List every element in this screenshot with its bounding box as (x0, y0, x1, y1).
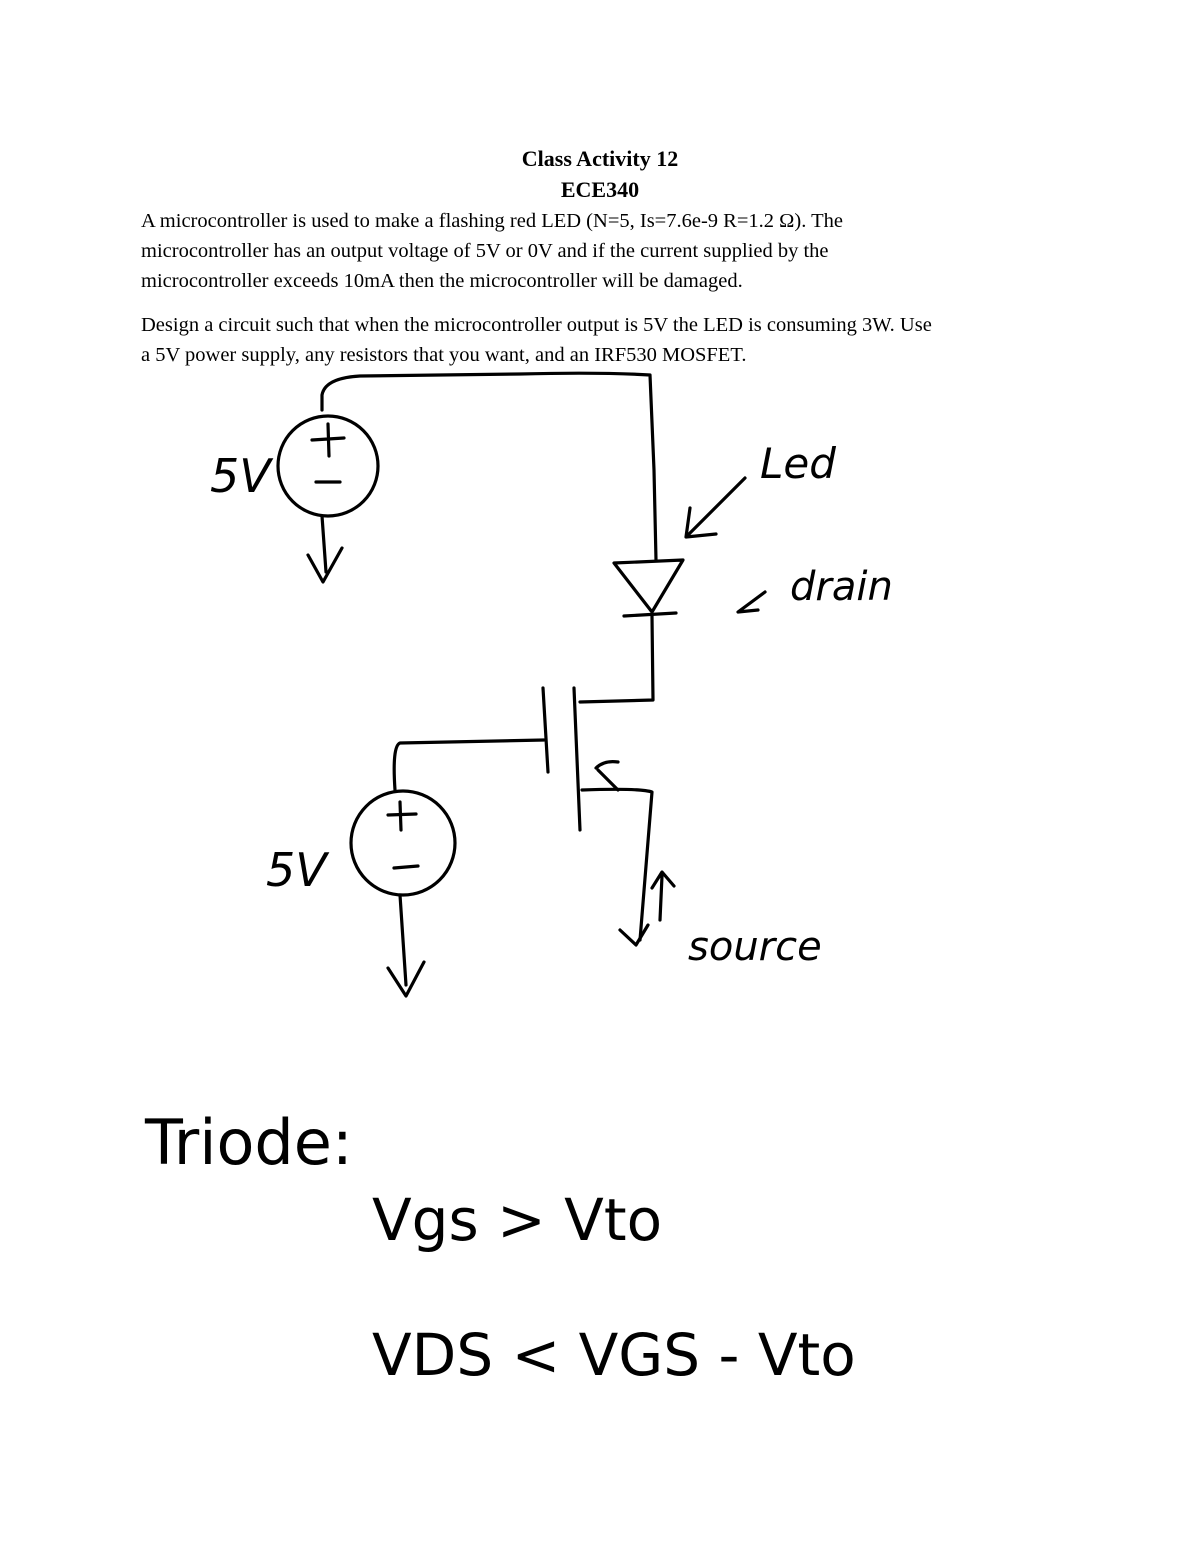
gate-wire (394, 740, 544, 790)
led-cathode-bar (624, 613, 676, 616)
minus-sign-bottom (394, 866, 418, 868)
ground-arrow-source (620, 925, 648, 945)
triode-heading: Triode: (145, 1106, 353, 1179)
bottom-source-circle (351, 791, 455, 895)
drain-label: drain (790, 564, 893, 610)
paragraph-2-line: a 5V power supply, any resistors that you want, and an IRF530 MOSFET. (141, 344, 747, 366)
top-voltage-source (278, 416, 378, 582)
paragraph-2-line: Design a circuit such that when the microcontroller output is 5V the LED is consuming 3W. Use (141, 314, 932, 336)
source-arrow-mark (596, 762, 618, 790)
document-title: Class Activity 12 (521, 146, 679, 171)
plus-sign-top (312, 424, 344, 456)
drain-pointer-arrow (738, 592, 765, 612)
mosfet-gate-plate (543, 688, 548, 772)
led-label: Led (760, 439, 836, 488)
source-label: source (688, 924, 822, 970)
source-up-arrow (652, 872, 674, 920)
drain-wire (580, 616, 653, 702)
handwritten-labels (144, 439, 893, 1389)
plus-sign-bottom (388, 802, 416, 830)
mosfet-channel (574, 688, 580, 830)
paragraph-1-line: microcontroller exceeds 10mA then the microcontroller will be damaged. (141, 270, 743, 292)
supply-bottom-label: 5V (266, 843, 327, 897)
led-diode-symbol (614, 560, 683, 612)
led-pointer-arrow (686, 478, 745, 537)
supply-top-label: 5V (210, 449, 271, 503)
paragraph-1-line: A microcontroller is used to make a flashing red LED (N=5, Is=7.6e-9 R=1.2 Ω). The (141, 210, 843, 232)
source-wire (582, 789, 652, 940)
triode-condition-2: VDS < VGS - Vto (372, 1321, 856, 1389)
bottom-source-ground-wire (400, 895, 406, 985)
triode-condition-1: Vgs > Vto (372, 1186, 663, 1254)
paragraph-1-line: microcontroller has an output voltage of 5V or 0V and if the current supplied by the (141, 240, 829, 262)
bottom-voltage-source (351, 791, 455, 996)
top-wire (322, 373, 656, 560)
annotation-arrows (652, 478, 765, 920)
course-code: ECE340 (560, 177, 640, 202)
top-source-ground-wire (322, 516, 326, 572)
